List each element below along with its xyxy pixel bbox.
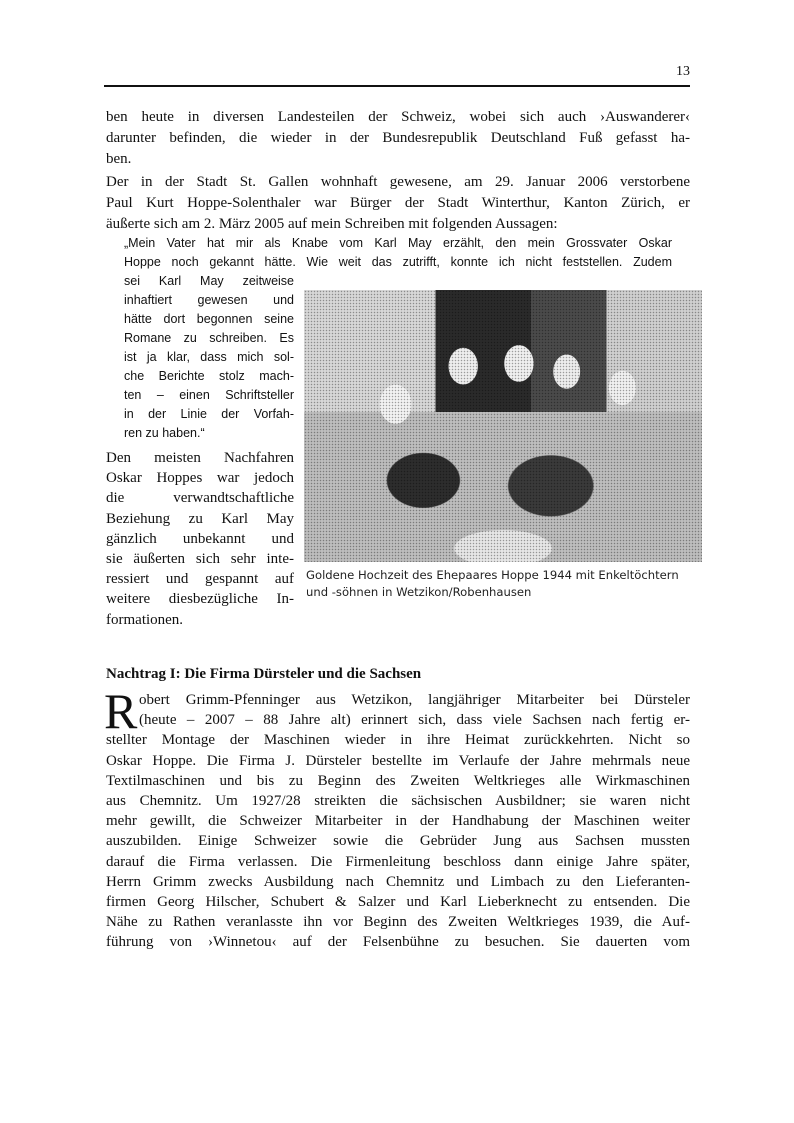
text-line: weitere diesbezügliche In- — [106, 591, 294, 608]
section-heading: Nachtrag I: Die Firma Dürsteler und die Sachsen — [106, 666, 422, 682]
quote-line: inhaftiert gewesen und — [124, 293, 294, 307]
text-line: darauf die Firma verlassen. Die Firmenleitung beschloss dann einige Jahre später, — [106, 853, 690, 870]
quote-top — [124, 234, 672, 272]
quote-line: „Mein Vater hat mir als Knabe vom Karl May erzählt, den mein Grossvater Oskar — [124, 236, 672, 250]
caption-line: und -söhnen in Wetzikon/Robenhausen — [306, 585, 532, 599]
quote-line: hätte dort begonnen seine — [124, 312, 294, 326]
drop-cap: R — [104, 683, 138, 739]
text-line: stellter Montage der Maschinen wieder in ihre Heimat zurückkehrten. Nicht so — [106, 732, 690, 749]
quote-line: Hoppe noch gekannt hätte. Wie weit das zutrifft, konnte ich nicht feststellen. Zudem — [124, 255, 672, 269]
text-line: die verwandtschaftliche — [106, 490, 294, 507]
text-line: ressiert und gespannt auf — [106, 571, 294, 588]
text-line: mehr gewillt, die Schweizer Mitarbeiter in der Handhabung der Maschinen weiter — [106, 813, 690, 830]
quote-line: ten – einen Schriftsteller — [124, 388, 294, 402]
family-photo — [304, 290, 702, 562]
intro-paragraph — [106, 107, 690, 170]
quote-line: in der Linie der Vorfah- — [124, 407, 294, 421]
quote-line: ren zu haben.“ — [124, 426, 205, 440]
text-line: äußerte sich am 2. März 2005 auf mein Schreiben mit folgenden Aussagen: — [106, 216, 558, 232]
text-line: sie äußerten sich sehr inte- — [106, 551, 294, 568]
text-line: Paul Kurt Hoppe-Solenthaler war Bürger der Stadt Winterthur, Kanton Zürich, er — [106, 195, 690, 211]
text-line: auszubilden. Einige Schweizer sowie die Gebrüder Jung aus Sachsen mussten — [106, 833, 690, 850]
header-rule — [104, 85, 690, 87]
figure-caption — [306, 567, 736, 601]
text-line: (heute – 2007 – 88 Jahre alt) erinnert sich, dass viele Sachsen nach fertig er- — [139, 712, 690, 729]
text-line: Oskar Hoppes war jedoch — [106, 470, 294, 487]
text-line: aus Chemnitz. Um 1927/28 streikten die sächsischen Ausbildner; sie waren nicht — [106, 793, 690, 810]
caption-line: Goldene Hochzeit des Ehepaares Hoppe 1944 mit Enkeltöchtern — [306, 568, 679, 582]
section-body — [106, 690, 690, 953]
quote-line: sei Karl May zeitweise — [124, 274, 294, 288]
quote-line: ist ja klar, dass mich sol- — [124, 350, 294, 364]
text-line: darunter befinden, die wieder in der Bundesrepublik Deutschland Fuß gefasst ha- — [106, 130, 690, 146]
text-line: Textilmaschinen und bis zu Beginn des Zweiten Weltkrieges alle Wirkmaschinen — [106, 772, 690, 789]
text-line: Nähe zu Rathen veranlasste ihn vor Beginn des Zweiten Weltkrieges 1939, die Auf- — [106, 914, 690, 931]
text-line: obert Grimm-Pfenninger aus Wetzikon, langjähriger Mitarbeiter bei Dürsteler — [139, 692, 690, 708]
quote-line: Romane zu schreiben. Es — [124, 331, 294, 345]
left-column-paragraph — [106, 448, 294, 630]
text-line: Der in der Stadt St. Gallen wohnhaft gewesene, am 29. Januar 2006 verstorbene — [106, 174, 690, 190]
quote-line: che Berichte stolz mach- — [124, 369, 294, 383]
text-line: Herrn Grimm zwecks Ausbildung nach Chemnitz und Limbach zu den Lieferanten- — [106, 873, 690, 890]
text-line: formationen. — [106, 611, 184, 628]
text-line: gänzlich unbekannt und — [106, 530, 294, 547]
text-line: ben. — [106, 151, 132, 167]
quote-left-column — [124, 272, 294, 443]
text-line: Den meisten Nachfahren — [106, 450, 294, 466]
text-line: ben heute in diversen Landesteilen der Schweiz, wobei sich auch ›Auswanderer‹ — [106, 109, 690, 125]
text-line: firmen Georg Hilscher, Schubert & Salzer und Karl Lieberknecht zu entsenden. Die — [106, 894, 690, 911]
page-number: 13 — [676, 64, 690, 79]
text-line: Beziehung zu Karl May — [106, 510, 294, 527]
text-line: Oskar Hoppe. Die Firma J. Dürsteler bestellte im Verlaufe der Jahre mehrmals neue — [106, 752, 690, 769]
text-line: führung von ›Winnetou‹ auf der Felsenbühne zu besuchen. Sie dauerten vom — [106, 934, 690, 951]
second-paragraph — [106, 172, 690, 235]
